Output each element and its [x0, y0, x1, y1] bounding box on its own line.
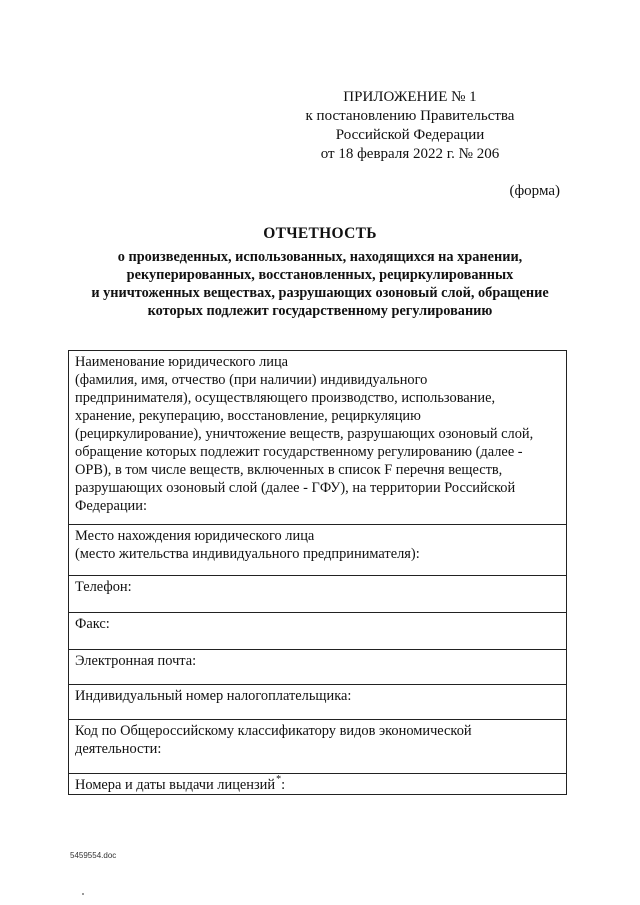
field-label-line: хранение, рекуперацию, восстановление, рециркуляцию — [75, 408, 421, 424]
document-subtitle — [40, 248, 600, 320]
form-label: (форма) — [509, 183, 560, 199]
appendix-line-date: от 18 февраля 2022 г. № 206 — [320, 146, 500, 162]
field-label-line: обращение которых подлежит государственному регулированию (далее - — [75, 444, 523, 460]
field-label-line: деятельности: — [75, 741, 162, 757]
field-label — [75, 776, 561, 796]
subtitle-line: о произведенных, использованных, находящихся на хранении, — [117, 249, 523, 265]
field-licenses[interactable] — [69, 774, 566, 794]
appendix-number: ПРИЛОЖЕНИЕ № 1 — [343, 89, 477, 105]
appendix-line-resolution: к постановлению Правительства — [305, 108, 515, 124]
subtitle-line: которых подлежит государственному регулированию — [147, 303, 493, 319]
subtitle-line: и уничтоженных веществах, разрушающих озоновый слой, обращение — [91, 285, 549, 301]
field-label-line: (место жительства индивидуального предпринимателя): — [75, 546, 420, 562]
field-label-line: ОРВ), в том числе веществ, включенных в список F перечня веществ, — [75, 462, 503, 478]
field-phone[interactable] — [69, 576, 566, 613]
subtitle-line: рекуперированных, восстановленных, рециркулированных — [126, 267, 514, 283]
field-label-line: Наименование юридического лица — [75, 354, 289, 370]
field-label: Факс: — [75, 616, 110, 632]
field-label-line: Федерации: — [75, 498, 147, 514]
document-file-id: 5459554.doc — [70, 851, 117, 860]
field-location[interactable] — [69, 525, 566, 576]
license-label-suffix: : — [281, 777, 286, 793]
field-label: Электронная почта: — [75, 653, 197, 669]
field-fax[interactable] — [69, 613, 566, 650]
appendix-line-federation: Российской Федерации — [335, 127, 485, 143]
field-okved-code[interactable] — [69, 720, 566, 774]
license-label-text: Номера и даты выдачи лицензий — [75, 777, 276, 793]
field-label-line: предпринимателя), осуществляющего производство, использование, — [75, 390, 496, 406]
footnote-mark: * — [276, 774, 282, 785]
field-label: Индивидуальный номер налогоплательщика: — [75, 688, 352, 704]
field-legal-entity-name[interactable] — [69, 351, 566, 525]
appendix-header — [260, 88, 560, 164]
field-label-line: (рециркулирование), уничтожение веществ, разрушающих озоновый слой, — [75, 426, 534, 442]
field-inn[interactable] — [69, 685, 566, 720]
field-label-line: (фамилия, имя, отчество (при наличии) индивидуального — [75, 372, 428, 388]
field-label-line: Место нахождения юридического лица — [75, 528, 315, 544]
document-title: ОТЧЕТНОСТЬ — [263, 225, 377, 242]
scan-dot-mark — [82, 893, 84, 895]
field-label-line: разрушающих озоновый слой (далее - ГФУ), на территории Российской — [75, 480, 516, 496]
field-label-line: Код по Общероссийскому классификатору видов экономической — [75, 723, 472, 739]
field-email[interactable] — [69, 650, 566, 685]
reporting-form-table — [68, 350, 567, 795]
field-label: Телефон: — [75, 579, 132, 595]
